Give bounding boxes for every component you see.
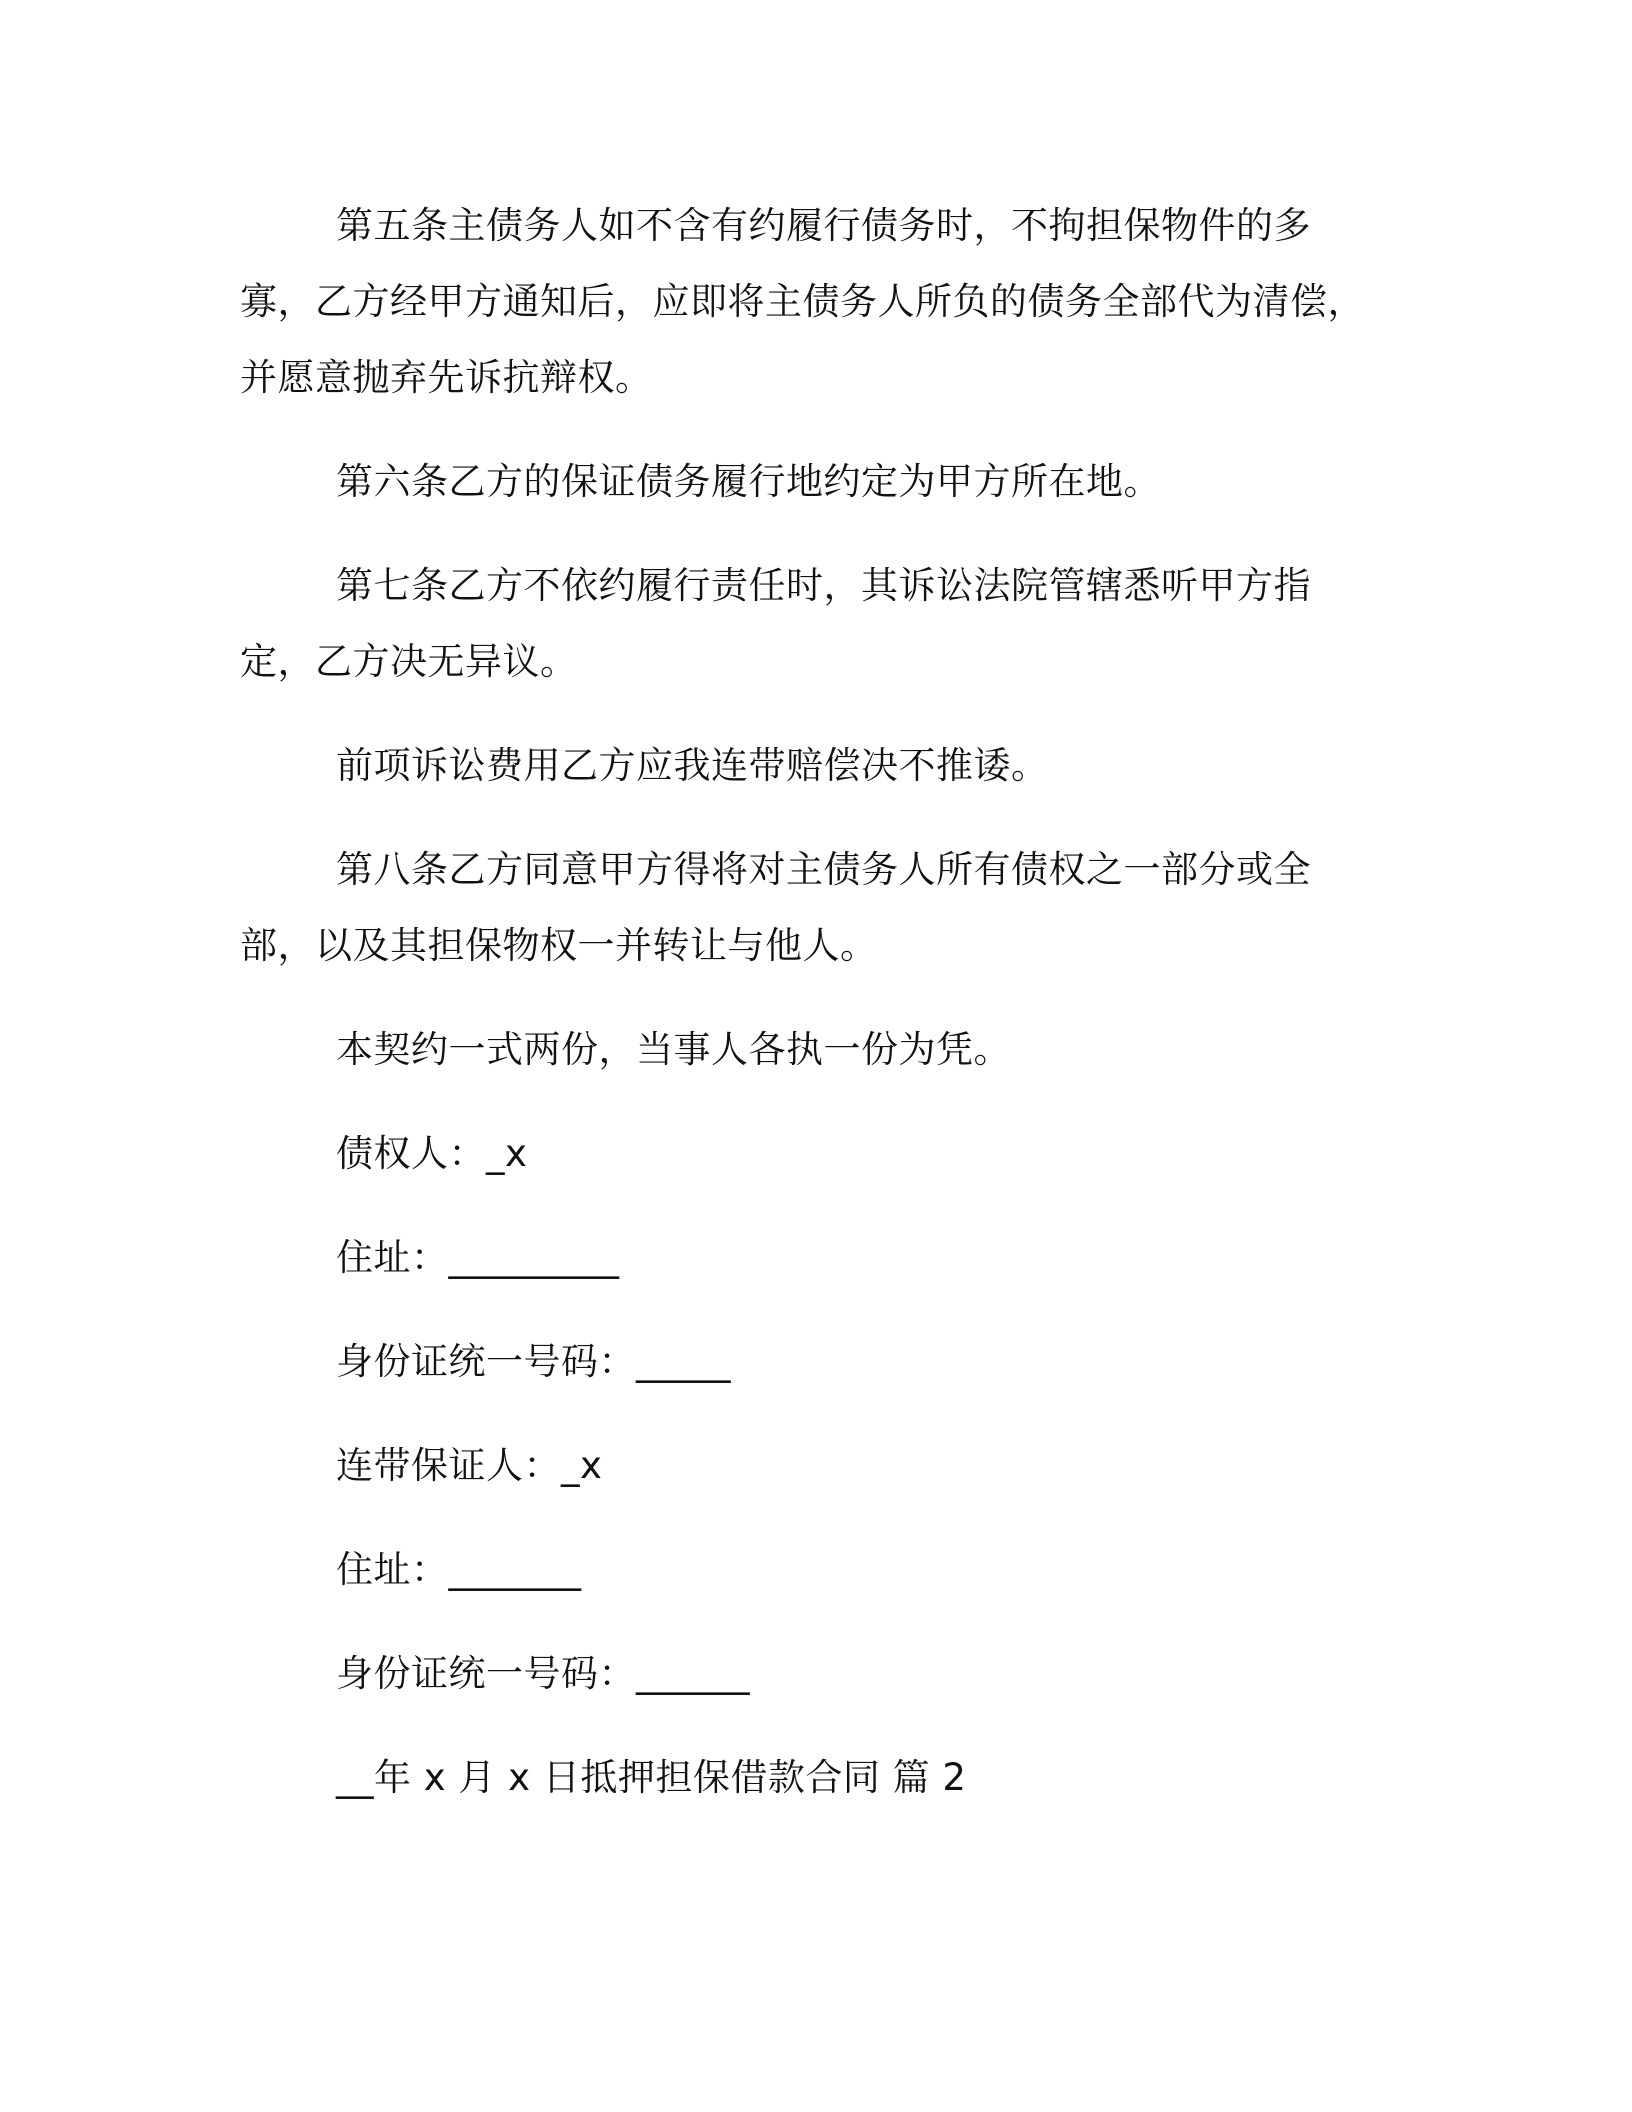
document-body: [240, 188, 1370, 1844]
article-7-paragraph: 第七条乙方不依约履行责任时，其诉讼法院管辖悉听甲方指定，乙方决无异议。: [240, 564, 1311, 683]
creditor-id-number-field: 身份证统一号码：_____: [336, 1340, 731, 1383]
litigation-cost-paragraph: 前项诉讼费用乙方应我连带赔偿决不推诿。: [336, 744, 1049, 787]
creditor-address-field: 住址：_________: [336, 1236, 620, 1279]
guarantor-address-field: 住址：_______: [336, 1548, 582, 1591]
date-and-next-contract-title: __年 x 月 x 日抵押担保借款合同 篇 2: [336, 1756, 967, 1799]
creditor-field: 债权人：_x: [336, 1132, 528, 1175]
guarantor-field: 连带保证人：_x: [336, 1444, 603, 1487]
article-6-paragraph: 第六条乙方的保证债务履行地约定为甲方所在地。: [336, 460, 1161, 503]
article-5-paragraph: 第五条主债务人如不含有约履行债务时，不拘担保物件的多寡，乙方经甲方通知后，应即将主债务人所负的债务全部代为清偿，并愿意抛弃先诉抗辩权。: [240, 204, 1365, 399]
article-8-paragraph: 第八条乙方同意甲方得将对主债务人所有债权之一部分或全部，以及其担保物权一并转让与他人。: [240, 848, 1311, 967]
guarantor-id-number-field: 身份证统一号码：______: [336, 1652, 750, 1695]
copies-paragraph: 本契约一式两份，当事人各执一份为凭。: [336, 1028, 1011, 1071]
